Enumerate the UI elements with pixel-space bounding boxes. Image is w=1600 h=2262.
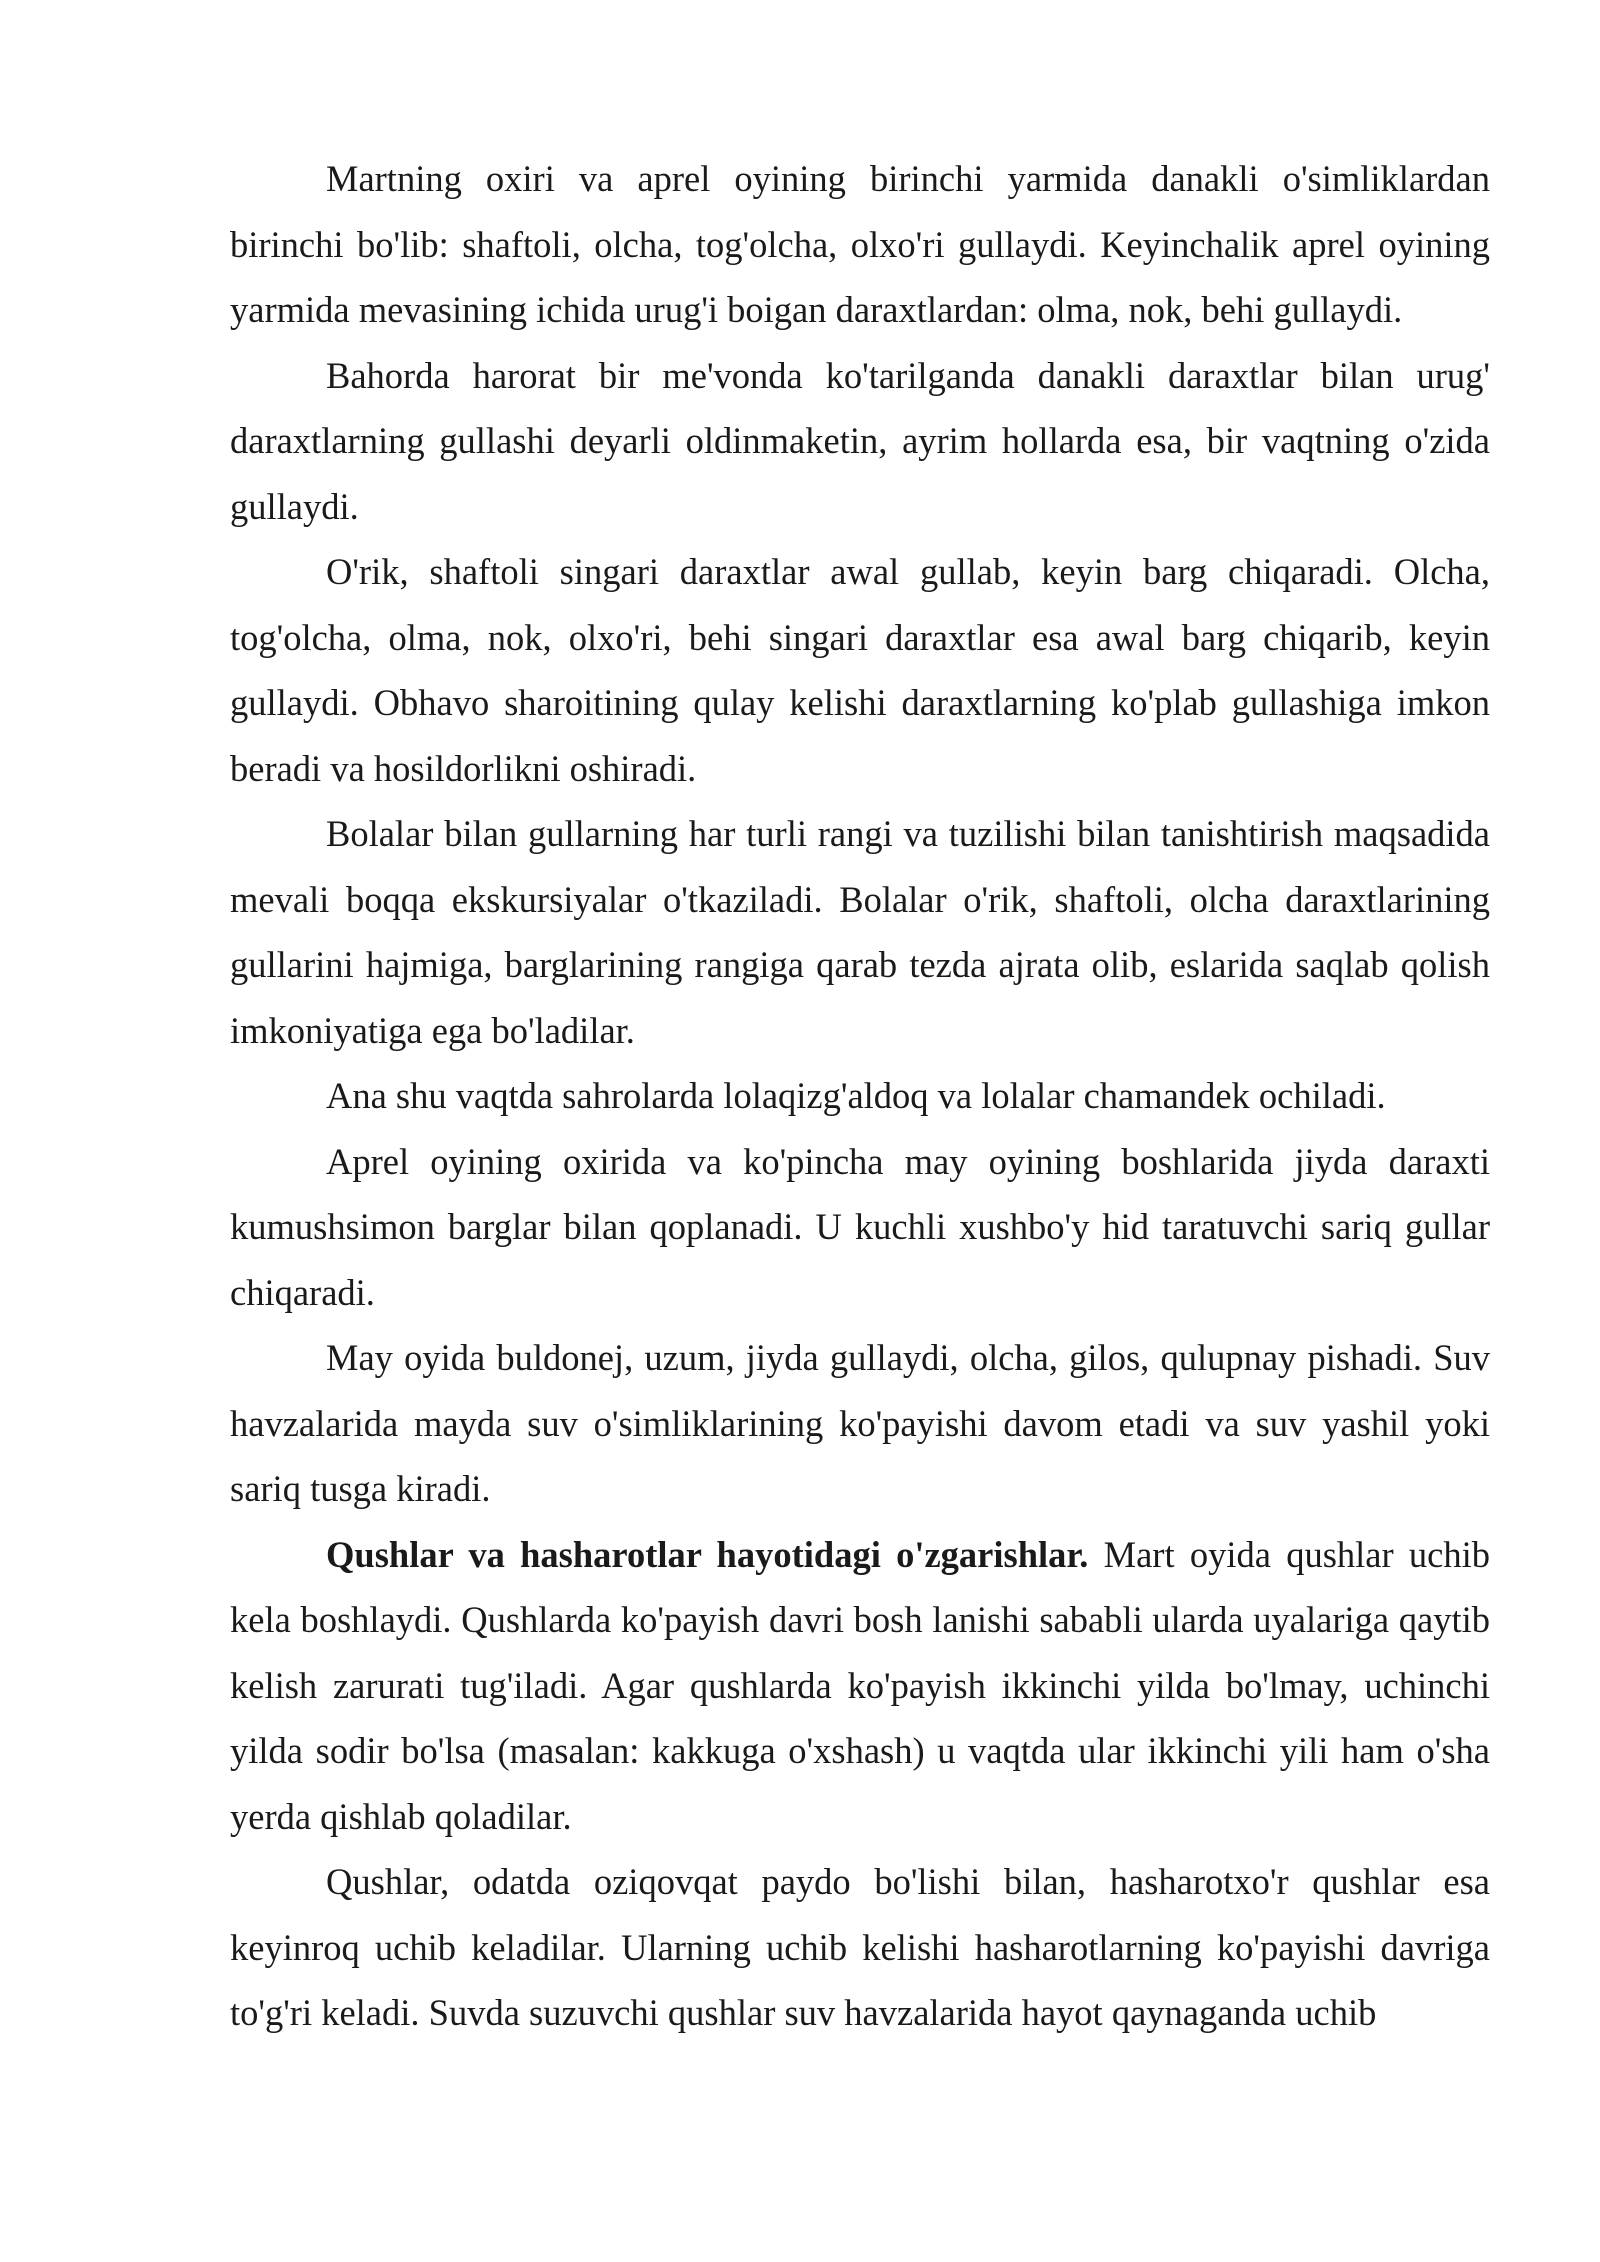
paragraph-5-text: Ana shu vaqtda sahrolarda lolaqizg'aldoq va lolalar chamandek ochiladi. (326, 1075, 1386, 1116)
paragraph-5 (230, 1063, 1490, 1129)
paragraph-7 (230, 1325, 1490, 1522)
paragraph-2-text: Bahorda harorat bir me'vonda ko'tarilganda danakli daraxtlar bilan urug' daraxtlarning gullashi deyarli oldinmaketin, ayrim hollarda esa, bir vaqtning o'zida gullaydi. (230, 354, 1490, 527)
paragraph-8 (230, 1522, 1490, 1850)
paragraph-4-text: Bolalar bilan gullarning har turli rangi va tuzilishi bilan tanishtirish maqsadida mevali boqqa ekskursiyalar o'tkaziladi. Bolalar o'rik, shaftoli, olcha daraxtlarining gullarini hajmiga, barglarining rangiga qarab tezda ajrata olib, eslarida saqlab qolish imkoniyatiga ega bo'ladilar. (230, 813, 1490, 1051)
paragraph-6-text: Aprel oyining oxirida va ko'pincha may oyining boshlarida jiyda daraxti kumushsimon barglar bilan qoplanadi. U kuchli xushbo'y hid taratuvchi sariq gullar chiqaradi. (230, 1140, 1490, 1313)
paragraph-9-text: Qushlar, odatda oziqovqat paydo bo'lishi bilan, hasharotxo'r qushlar esa keyinroq uchib keladilar. Ularning uchib kelishi hasharotlarning ko'payishi davriga to'g'ri keladi. Suvda suzuvchi qushlar suv havzalarida hayot qaynaganda uchib (230, 1861, 1490, 2033)
paragraph-2 (230, 343, 1490, 540)
paragraph-1-text: Martning oxiri va aprel oyining birinchi yarmida danakli o'simliklardan birinchi bo'lib: shaftoli, olcha, tog'olcha, olxo'ri gullaydi. Keyinchalik aprel oyining yarmida mevasining ichida urug'i boigan daraxtlardan: olma, nok, behi gullaydi. (230, 158, 1490, 330)
paragraph-6 (230, 1129, 1490, 1326)
section-heading: Qushlar va hasharotlar hayotidagi o'zgarishlar. (326, 1533, 1089, 1575)
paragraph-4 (230, 801, 1490, 1063)
paragraph-8-text: Mart oyida qushlar uchib kela boshlaydi. Qushlarda ko'payish davri bosh lanishi sababli ularda uyalariga qaytib kelish zarurati tug'iladi. Agar qushlarda ko'payish ikkinchi yilda bo'lmay, uchinchi yilda sodir bo'lsa (masalan: kakkuga o'xshash) u vaqtda ular ikkinchi yili ham o'sha yerda qishlab qoladilar. (230, 1533, 1490, 1837)
document-page (230, 146, 1490, 2046)
paragraph-3-text: O'rik, shaftoli singari daraxtlar awal gullab, keyin barg chiqaradi. Olcha, tog'olcha, olma, nok, olxo'ri, behi singari daraxtlar esa awal barg chiqarib, keyin gullaydi. Obhavo sharoitining qulay kelishi daraxtlarning ko'plab gullashiga imkon beradi va hosildorlikni oshiradi. (230, 551, 1490, 789)
paragraph-7-text: May oyida buldonej, uzum, jiyda gullaydi, olcha, gilos, qulupnay pishadi. Suv havzalarida mayda suv o'simliklarining ko'payishi davom etadi va suv yashil yoki sariq tusga kiradi. (230, 1337, 1490, 1509)
paragraph-1 (230, 146, 1490, 343)
paragraph-3 (230, 539, 1490, 801)
paragraph-9 (230, 1849, 1490, 2046)
